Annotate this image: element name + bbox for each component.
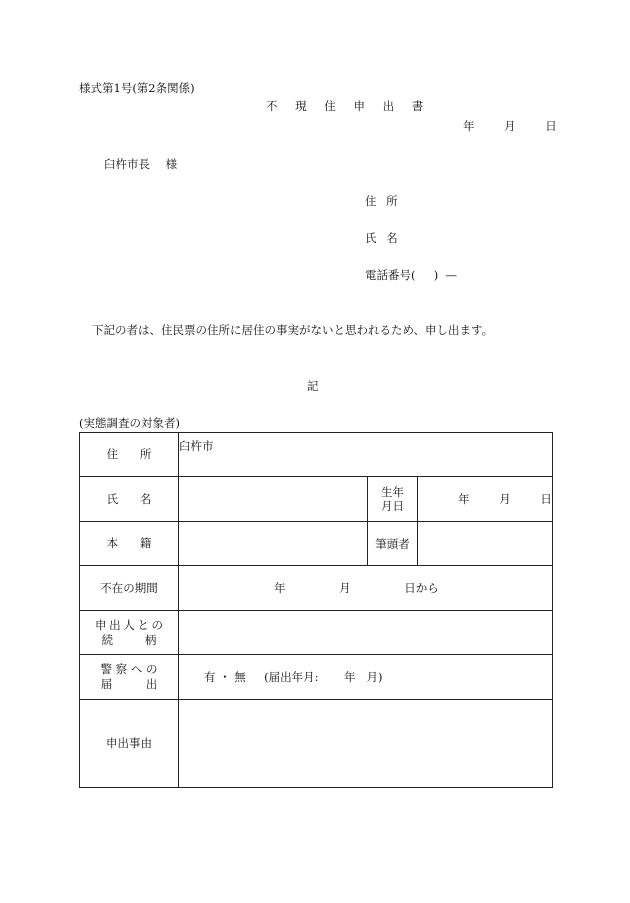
name-label: 氏 名 (106, 491, 152, 506)
relation-value-cell[interactable] (179, 611, 553, 655)
addressee: 臼杵市長 様 (104, 157, 178, 171)
reason-label: 申出事由 (106, 736, 152, 750)
subject-table (79, 432, 553, 788)
table-row (80, 700, 553, 788)
domicile-value-cell[interactable] (179, 522, 368, 566)
head-value-cell[interactable] (418, 522, 553, 566)
birth-value-cell[interactable] (418, 477, 553, 522)
relation-label-line1: 申 出 人 と の (94, 617, 164, 632)
absence-label: 不在の期間 (100, 580, 158, 595)
birth-label-cell (368, 477, 418, 522)
police-value: 有 ・ 無 (届出年月: 年 月) (204, 670, 383, 684)
address-label-cell (80, 433, 179, 477)
table-row (80, 477, 553, 522)
head-label-cell (368, 522, 418, 566)
reason-value-cell[interactable] (179, 700, 553, 788)
ki-heading: 記 (307, 379, 319, 393)
address-value-cell[interactable] (179, 433, 553, 477)
form-number: 様式第1号(第2条関係) (79, 81, 195, 95)
head-label: 筆頭者 (375, 536, 410, 551)
reason-label-cell (80, 700, 179, 788)
document-title: 不 現 住 申 出 書 (266, 99, 431, 113)
police-value-cell[interactable] (179, 655, 553, 700)
birth-label-line2: 月日 (381, 499, 404, 513)
domicile-label-cell (80, 522, 179, 566)
table-row (80, 566, 553, 611)
table-row (80, 433, 553, 477)
name-value-cell[interactable] (179, 477, 368, 522)
domicile-label: 本 籍 (106, 536, 152, 550)
police-label-line2: 届 出 (100, 677, 158, 691)
birth-label-line1: 生年 (381, 485, 404, 499)
name-label-cell (80, 477, 179, 522)
relation-label-cell (80, 611, 179, 655)
applicant-address-label: 住 所 (365, 194, 398, 208)
declaration-text: 下記の者は、住民票の住所に居住の事実がないと思われるため、申し出ます。 (92, 323, 494, 337)
subject-caption: (実態調査の対象者) (79, 416, 180, 430)
submission-date: 年 月 日 (463, 119, 557, 133)
absence-value-cell[interactable] (179, 566, 553, 611)
table-row (80, 522, 553, 566)
table-row (80, 611, 553, 655)
birth-value: 年 月 日 (458, 491, 552, 506)
relation-label-line2: 続 柄 (101, 632, 157, 647)
absence-label-cell (80, 566, 179, 611)
absence-value: 年 月 日から (274, 581, 439, 595)
address-label: 住 所 (106, 447, 152, 461)
police-label-line1: 警 察 へ の (100, 662, 158, 676)
table-row (80, 655, 553, 700)
police-label-cell (80, 655, 179, 700)
address-value: 臼杵市 (179, 439, 214, 453)
applicant-name-label: 氏 名 (365, 231, 398, 245)
applicant-phone-label: 電話番号( ) — (365, 268, 458, 282)
